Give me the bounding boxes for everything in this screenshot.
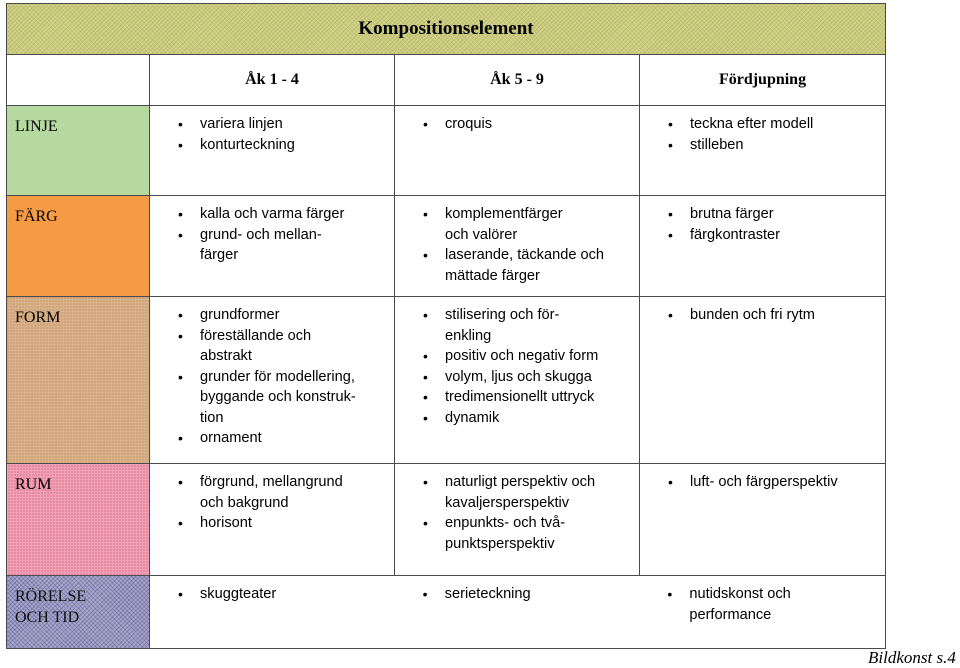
list-item: • horisont [150,513,388,534]
table-row-rorelse [7,576,886,649]
composition-table [6,3,886,649]
header-fordjupning: Fördjupning [640,55,886,106]
list-item: • grundformer [150,305,388,326]
list-item: • bunden och fri rytm [640,305,879,326]
list-item: • tredimensionellt uttryck [395,387,633,408]
table-row-linje [7,106,886,196]
category-farg: FÄRG [7,196,150,297]
header-ak-5-9: Åk 5 - 9 [395,55,640,106]
table-row-rum [7,464,886,576]
cell-rum-fordjupning [640,464,886,576]
bullet-list [639,584,879,625]
bullet-list [395,472,633,554]
list-item: • variera linjen [150,114,388,135]
list-item: • laserande, täckande och mättade färger [395,245,633,286]
bullet-list [150,305,388,449]
cell-farg-fordjupning [640,196,886,297]
list-item: • stilisering och för- enkling [395,305,633,346]
list-item: • luft- och färgperspektiv [640,472,879,493]
category-rum: RUM [7,464,150,576]
bullet-list [395,305,633,428]
list-item: • konturteckning [150,135,388,156]
bullet-list [150,472,388,534]
list-item: • ornament [150,428,388,449]
list-item: • kalla och varma färger [150,204,388,225]
table-row-farg [7,196,886,297]
list-item: • föreställande och abstrakt [150,326,388,367]
category-rorelse-och-tid: RÖRELSE OCH TID [7,576,150,649]
bullet-list [150,204,388,266]
bullet-list [640,305,879,326]
cell-farg-ak1-4 [150,196,395,297]
bullet-list [640,472,879,493]
cell-farg-ak5-9 [395,196,640,297]
list-item: • dynamik [395,408,633,429]
bullet-list [150,584,395,605]
bullet-list [395,114,633,135]
list-item: • enpunkts- och två- punktsperspektiv [395,513,633,554]
list-item: • grunder för modellering, byggande och konstruk- tion [150,367,388,429]
category-form: FORM [7,297,150,464]
list-item: • förgrund, mellangrund och bakgrund [150,472,388,513]
page-footer: Bildkonst s.4 [868,648,956,667]
list-item: • skuggteater [150,584,395,605]
list-item: • teckna efter modell [640,114,879,135]
bullet-list [640,114,879,155]
bullet-list [395,204,633,286]
header-blank [7,55,150,106]
cell-rorelse-merged [150,576,886,649]
cell-form-fordjupning [640,297,886,464]
list-item: • nutidskonst och performance [639,584,879,625]
list-item: • färgkontraster [640,225,879,246]
list-item: • brutna färger [640,204,879,225]
table-title: Kompositionselement [7,4,886,55]
bullet-list [150,114,388,155]
cell-form-ak5-9 [395,297,640,464]
table-row-form [7,297,886,464]
cell-linje-ak1-4 [150,106,395,196]
list-item: • komplementfärger och valörer [395,204,633,245]
cell-linje-fordjupning [640,106,886,196]
list-item: • stilleben [640,135,879,156]
bullet-list [640,204,879,245]
list-item: • positiv och negativ form [395,346,633,367]
list-item: • croquis [395,114,633,135]
header-ak-1-4: Åk 1 - 4 [150,55,395,106]
list-item: • grund- och mellan- färger [150,225,388,266]
list-item: • volym, ljus och skugga [395,367,633,388]
cell-form-ak1-4 [150,297,395,464]
cell-rum-ak1-4 [150,464,395,576]
category-linje: LINJE [7,106,150,196]
bullet-list [395,584,640,605]
cell-linje-ak5-9 [395,106,640,196]
list-item: • serieteckning [395,584,640,605]
cell-rum-ak5-9 [395,464,640,576]
list-item: • naturligt perspektiv och kavaljersperspektiv [395,472,633,513]
